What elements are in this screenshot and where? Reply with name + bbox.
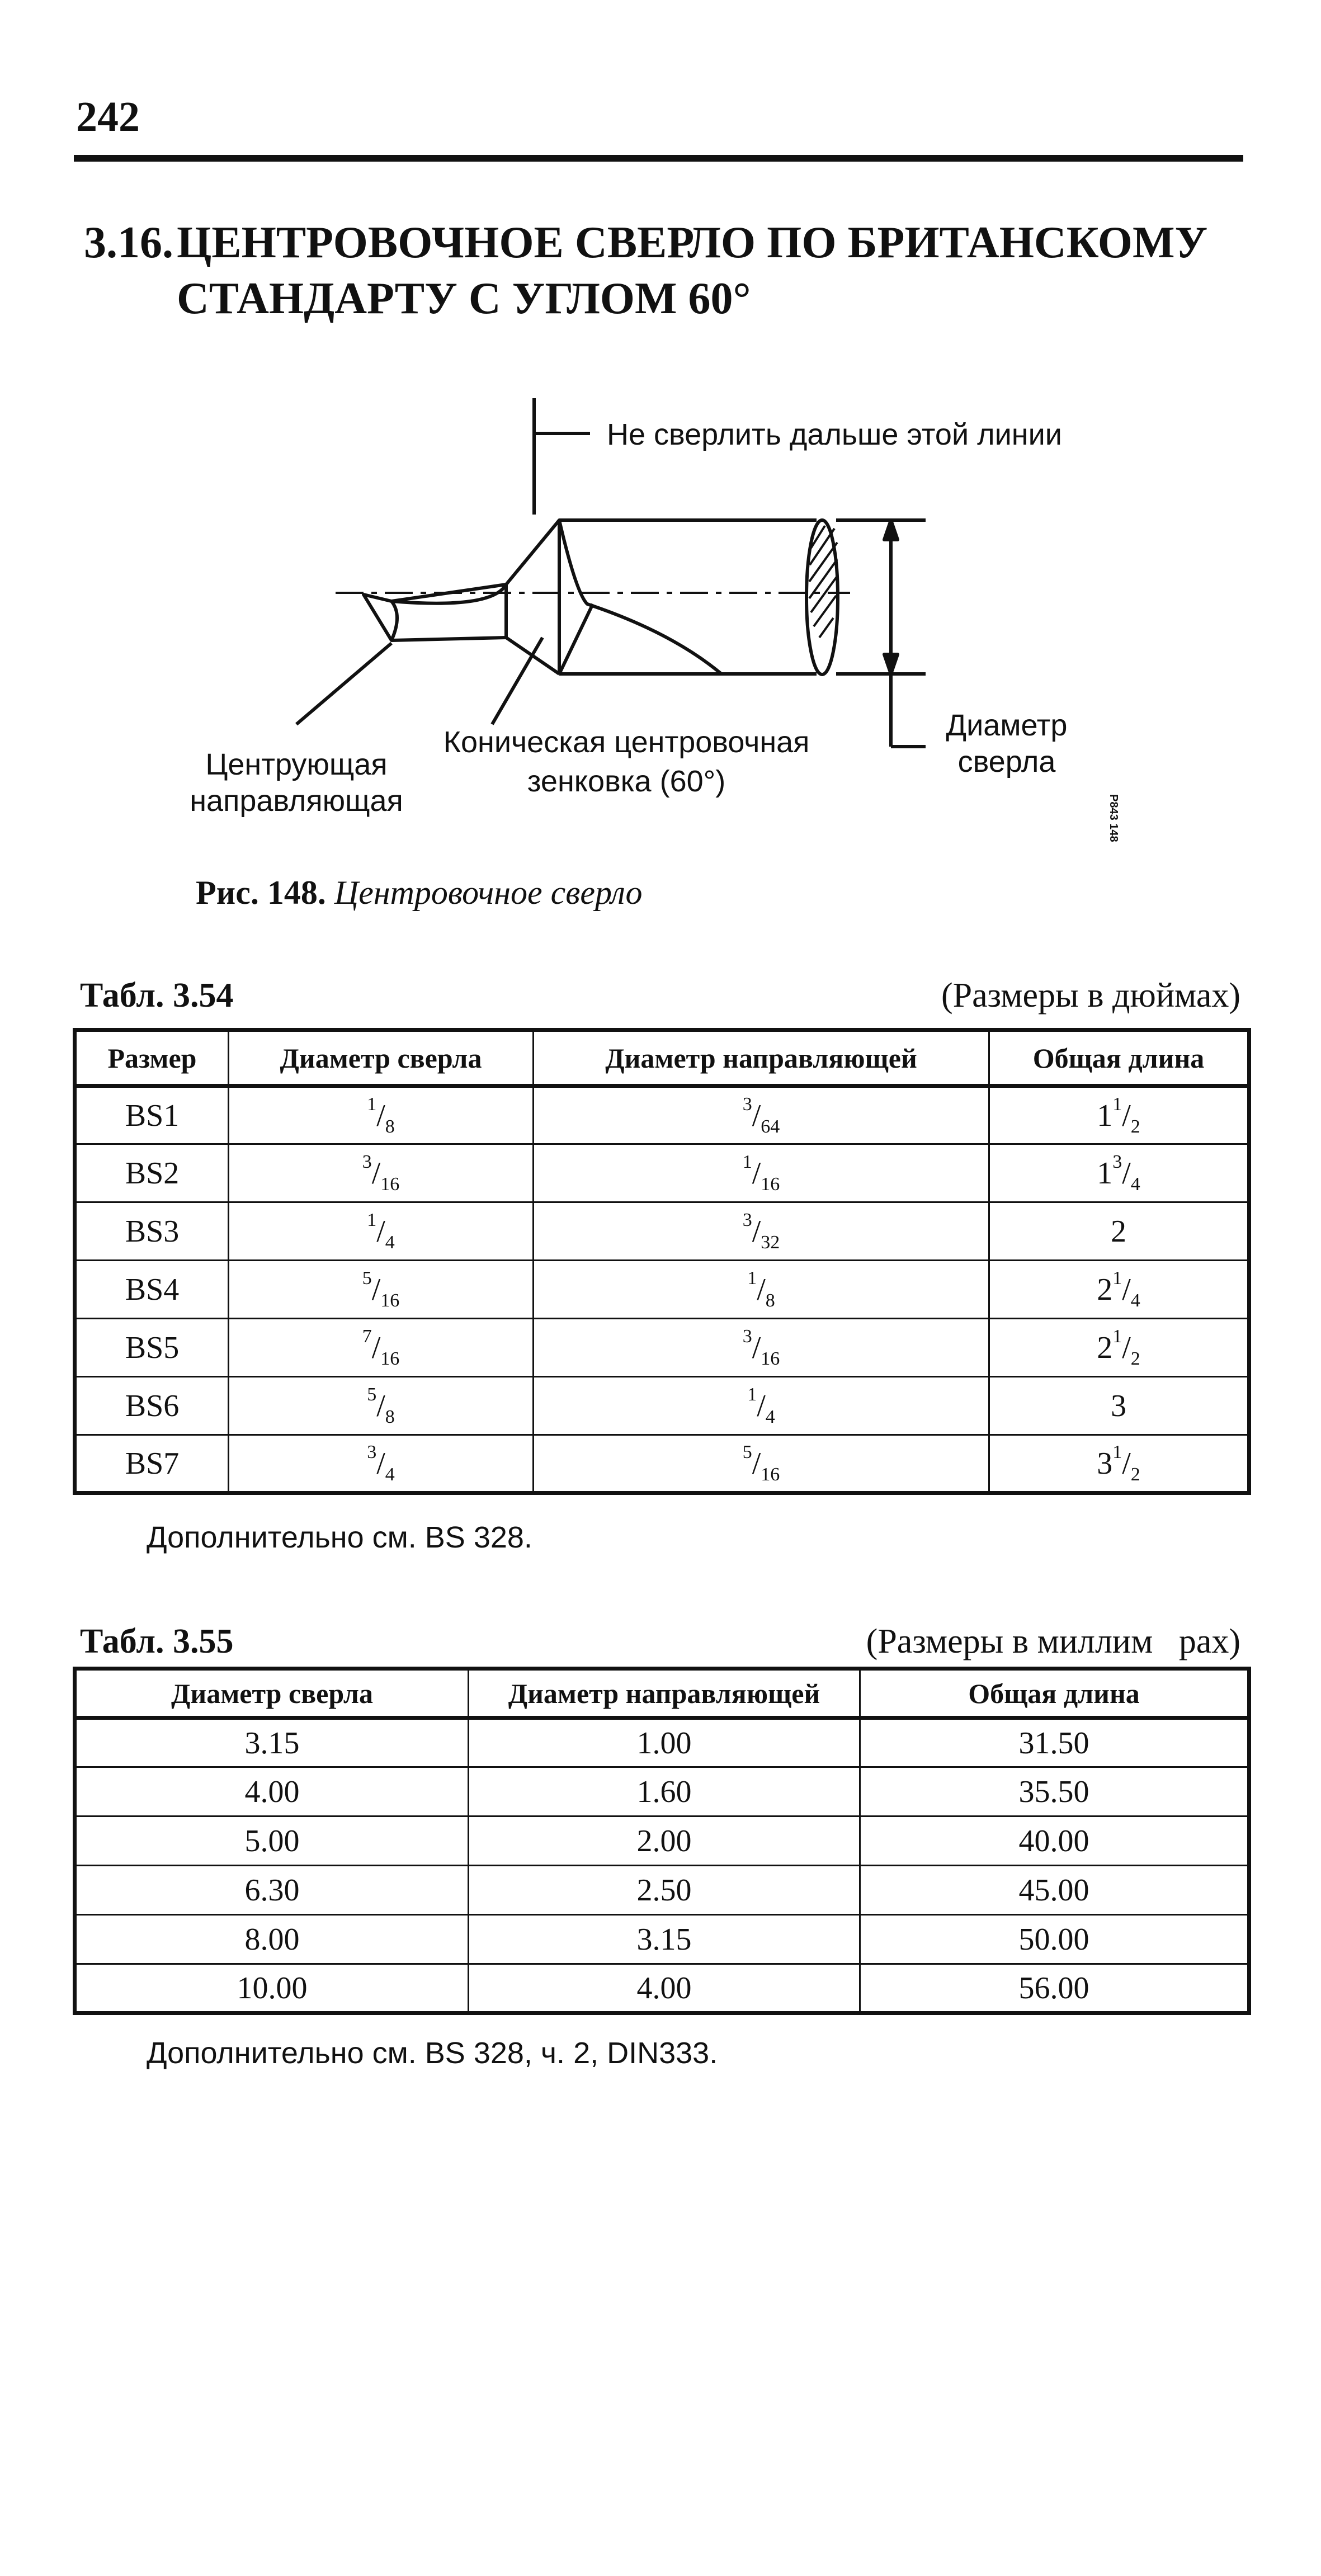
cell-length	[989, 1261, 1249, 1319]
frac-denominator: 2	[1130, 1464, 1140, 1485]
frac-numerator: 1	[367, 1209, 377, 1230]
cell-drill	[229, 1319, 534, 1377]
table-row	[75, 1915, 1249, 1964]
table-cell: 50.00	[860, 1915, 1249, 1964]
frac-numerator: 7	[362, 1325, 372, 1347]
cell-drill	[229, 1144, 534, 1202]
table-row	[75, 1866, 1249, 1915]
frac-slash: /	[1122, 1272, 1131, 1307]
label-countersink-2: зенковка (60°)	[527, 765, 726, 798]
table-354-units: (Размеры в дюймах)	[941, 976, 1240, 1015]
cell-drill	[229, 1435, 534, 1493]
frac-denominator: 16	[761, 1348, 780, 1369]
table-row	[75, 1086, 1249, 1144]
frac-whole: 1	[1097, 1098, 1113, 1133]
frac-numerator: 1	[747, 1267, 757, 1289]
frac-denominator: 4	[385, 1232, 395, 1253]
pilot-tip-edge	[391, 601, 397, 640]
frac-numerator: 3	[1112, 1151, 1122, 1172]
frac-numerator: 3	[742, 1209, 752, 1230]
frac-denominator: 8	[385, 1116, 395, 1137]
table-row	[75, 1377, 1249, 1435]
table-354-header: Размер	[75, 1030, 229, 1086]
pilot-leader	[296, 643, 391, 724]
table-cell: 4.00	[75, 1767, 469, 1817]
frac-numerator: 1	[742, 1151, 752, 1172]
table-row	[75, 1261, 1249, 1319]
table-cell: 5.00	[75, 1817, 469, 1866]
frac-denominator: 16	[380, 1348, 400, 1369]
frac-slash: /	[757, 1388, 766, 1423]
cell-size: BS2	[75, 1144, 229, 1202]
table-cell: 45.00	[860, 1866, 1249, 1915]
flute-line	[559, 604, 593, 674]
cell-drill	[229, 1261, 534, 1319]
table-cell: 40.00	[860, 1817, 1249, 1866]
frac-numerator: 3	[367, 1441, 377, 1462]
frac-whole: 1	[1097, 1155, 1113, 1191]
countersink-leader	[492, 638, 542, 724]
table-355	[73, 1667, 1251, 2015]
table-row	[75, 1964, 1249, 2013]
frac-numerator: 5	[362, 1267, 372, 1289]
label-diameter-2: сверла	[957, 745, 1056, 779]
figure-side-code: P843 148	[1107, 794, 1120, 842]
table-355-label: Табл. 3.55	[80, 1622, 234, 1660]
frac-denominator: 8	[765, 1290, 775, 1311]
frac-denominator: 16	[380, 1173, 400, 1195]
label-stop-line: Не сверлить дальше этой линии	[607, 418, 1062, 451]
table-cell: 31.50	[860, 1718, 1249, 1767]
frac-numerator: 3	[742, 1093, 752, 1115]
frac-numerator: 1	[367, 1093, 377, 1115]
frac-numerator: 1	[747, 1384, 757, 1405]
table-cell: 56.00	[860, 1964, 1249, 2013]
frac-denominator: 4	[385, 1464, 395, 1485]
cell-length	[989, 1144, 1249, 1202]
table-row	[75, 1817, 1249, 1866]
table-355-header: Общая длина	[860, 1669, 1249, 1718]
table-355-units: (Размеры в миллим рах)	[866, 1622, 1240, 1660]
section-title-line-1: ЦЕНТРОВОЧНОЕ СВЕРЛО ПО БРИТАНСКОМУ	[177, 218, 1208, 267]
frac-denominator: 8	[385, 1406, 395, 1427]
cell-drill	[229, 1377, 534, 1435]
table-354-label: Табл. 3.54	[80, 976, 234, 1015]
label-pilot-1: Центрующая	[205, 748, 388, 781]
dim-arrow-top	[884, 520, 898, 540]
frac-slash: /	[1122, 1446, 1131, 1481]
frac-denominator: 2	[1130, 1348, 1140, 1369]
cell-pilot	[534, 1435, 989, 1493]
frac-slash: /	[752, 1098, 761, 1133]
table-cell: 8.00	[75, 1915, 469, 1964]
table-row	[75, 1435, 1249, 1493]
table-354-note: Дополнительно см. BS 328.	[147, 1521, 532, 1554]
header-rule	[74, 155, 1243, 162]
cell-size: BS3	[75, 1202, 229, 1261]
cell-size: BS4	[75, 1261, 229, 1319]
frac-slash: /	[757, 1272, 766, 1307]
section-number: 3.16.	[84, 218, 173, 267]
table-row	[75, 1767, 1249, 1817]
dim-arrow-bottom	[884, 654, 898, 674]
frac-slash: /	[371, 1330, 381, 1365]
frac-numerator: 3	[742, 1325, 752, 1347]
frac-whole: 3	[1097, 1446, 1113, 1481]
frac-whole: 2	[1111, 1214, 1126, 1249]
frac-numerator: 1	[1112, 1093, 1122, 1115]
table-row	[75, 1718, 1249, 1767]
frac-denominator: 2	[1130, 1116, 1140, 1137]
table-354-body	[75, 1086, 1249, 1493]
cell-pilot	[534, 1319, 989, 1377]
frac-numerator: 1	[1112, 1325, 1122, 1347]
frac-denominator: 32	[761, 1232, 780, 1253]
frac-numerator: 3	[362, 1151, 372, 1172]
page-number: 242	[76, 93, 140, 140]
frac-slash: /	[371, 1155, 381, 1191]
table-354-header: Диаметр направляющей	[534, 1030, 989, 1086]
cell-size: BS5	[75, 1319, 229, 1377]
table-cell: 1.60	[469, 1767, 860, 1817]
caption-number: Рис. 148.	[196, 874, 326, 911]
cell-pilot	[534, 1377, 989, 1435]
frac-whole: 2	[1097, 1330, 1113, 1365]
table-354-header: Диаметр сверла	[229, 1030, 534, 1086]
caption-text: Центровочное сверло	[334, 874, 643, 911]
table-cell: 10.00	[75, 1964, 469, 2013]
table-row	[75, 1319, 1249, 1377]
table-cell: 1.00	[469, 1718, 860, 1767]
countersink-upper	[506, 520, 559, 584]
frac-numerator: 5	[742, 1441, 752, 1462]
frac-whole: 3	[1111, 1388, 1126, 1423]
section-title	[84, 215, 1207, 327]
frac-slash: /	[752, 1446, 761, 1481]
frac-slash: /	[1122, 1330, 1131, 1365]
center-drill-figure	[0, 369, 1321, 861]
table-row	[75, 1144, 1249, 1202]
frac-slash: /	[376, 1098, 385, 1133]
frac-numerator: 1	[1112, 1267, 1122, 1289]
frac-slash: /	[1122, 1155, 1131, 1191]
table-354-header: Общая длина	[989, 1030, 1249, 1086]
body-flute	[559, 520, 721, 674]
frac-denominator: 4	[1130, 1173, 1140, 1195]
table-cell: 3.15	[75, 1718, 469, 1767]
table-cell: 6.30	[75, 1866, 469, 1915]
table-355-body	[75, 1718, 1249, 2013]
table-cell: 2.00	[469, 1817, 860, 1866]
frac-denominator: 16	[761, 1173, 780, 1195]
table-354	[73, 1028, 1251, 1495]
label-diameter-1: Диаметр	[946, 709, 1068, 742]
cell-pilot	[534, 1144, 989, 1202]
table-cell: 35.50	[860, 1767, 1249, 1817]
frac-slash: /	[376, 1214, 385, 1249]
cell-size: BS7	[75, 1435, 229, 1493]
frac-slash: /	[752, 1155, 761, 1191]
frac-slash: /	[371, 1272, 381, 1307]
label-countersink-1: Коническая центровочная	[443, 725, 810, 759]
frac-slash: /	[376, 1388, 385, 1423]
cell-pilot	[534, 1202, 989, 1261]
frac-whole: 2	[1097, 1272, 1113, 1307]
frac-denominator: 16	[761, 1464, 780, 1485]
frac-numerator: 1	[1112, 1441, 1122, 1462]
cell-size: BS6	[75, 1377, 229, 1435]
frac-slash: /	[752, 1330, 761, 1365]
frac-slash: /	[752, 1214, 761, 1249]
cell-drill	[229, 1202, 534, 1261]
cell-pilot	[534, 1086, 989, 1144]
cell-length	[989, 1377, 1249, 1435]
table-cell: 2.50	[469, 1866, 860, 1915]
table-cell: 3.15	[469, 1915, 860, 1964]
cell-length	[989, 1319, 1249, 1377]
frac-denominator: 4	[765, 1406, 775, 1427]
section-title-line-2: СТАНДАРТУ С УГЛОМ 60°	[177, 274, 751, 323]
cell-length	[989, 1202, 1249, 1261]
table-355-header: Диаметр сверла	[75, 1669, 469, 1718]
frac-denominator: 64	[761, 1116, 780, 1137]
cell-pilot	[534, 1261, 989, 1319]
table-row	[75, 1202, 1249, 1261]
frac-denominator: 4	[1130, 1290, 1140, 1311]
cell-drill	[229, 1086, 534, 1144]
frac-numerator: 5	[367, 1384, 377, 1405]
frac-denominator: 16	[380, 1290, 400, 1311]
cell-length	[989, 1435, 1249, 1493]
frac-slash: /	[376, 1446, 385, 1481]
table-355-header: Диаметр направляющей	[469, 1669, 860, 1718]
label-pilot-2: направляющая	[190, 784, 403, 818]
frac-slash: /	[1122, 1098, 1131, 1133]
cell-size: BS1	[75, 1086, 229, 1144]
table-cell: 4.00	[469, 1964, 860, 2013]
table-355-note: Дополнительно см. BS 328, ч. 2, DIN333.	[147, 2036, 718, 2070]
figure-caption	[196, 874, 643, 912]
cell-length	[989, 1086, 1249, 1144]
